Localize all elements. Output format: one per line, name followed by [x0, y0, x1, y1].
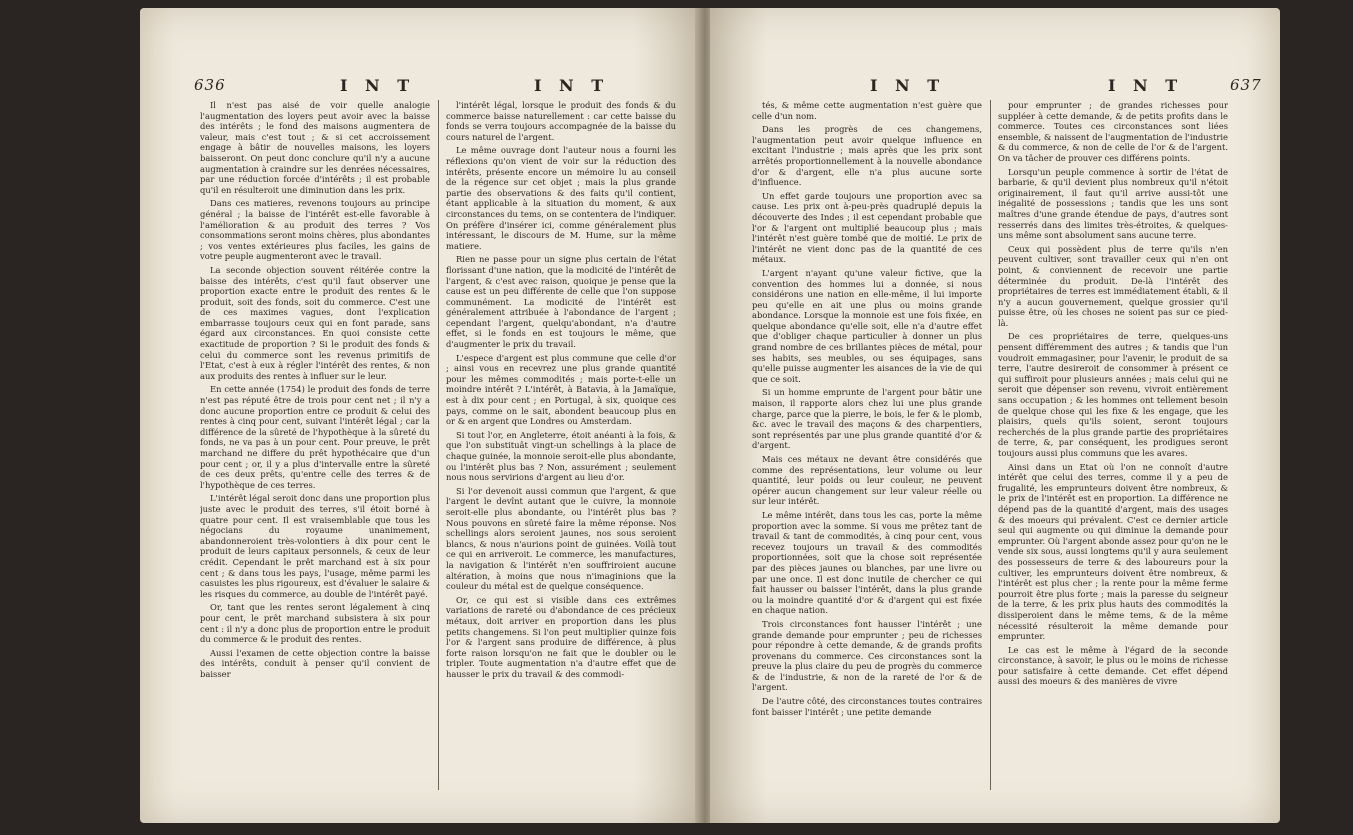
paragraph: Mais ces métaux ne devant être considérés que comme des représentations, leur volume ou leur quantité, leur poids ou leur couleur, ne peuvent opérer aucun changement sur leur valeur réelle ou sur leur intérêt. — [752, 454, 982, 507]
running-head: I N T — [534, 76, 610, 95]
paragraph: Il n'est pas aisé de voir quelle analogie l'augmentation des loyers peut avoir avec la baisse des intérêts ; le fond des maisons augmentera de valeur, mais c'est tout ; & si cet accroissement engage à bâtir de nouvelles maisons, les loyers baisseront. On peut donc conclure qu'il n'y a aucune augmentation à craindre sur les denrées nécessaires, par une réduction forcée d'intérêts ; il est probable qu'il en résulteroit une diminution dans les prix. — [200, 100, 430, 195]
column-rule — [990, 100, 991, 790]
page-number-left: 636 — [194, 76, 226, 94]
paragraph: Dans les progrès de ces changemens, l'augmentation peut avoir quelque influence en excitant l'industrie ; mais après que les prix sont arrêtés proportionnellement à la nouvelle abondance d'or & d'argent, elle n'a plus aucune sorte d'influence. — [752, 124, 982, 188]
paragraph: tés, & même cette augmentation n'est guère que celle d'un nom. — [752, 100, 982, 121]
paragraph: Dans ces matieres, revenons toujours au principe général ; la baisse de l'intérêt est-elle favorable à l'amélioration & au produit des terres ? Vos consommations seront moins chères, plus abondantes ; vos ventes extérieures plus faciles, les gains de votre peuple augmenteront avec le travail. — [200, 198, 430, 262]
paragraph: La seconde objection souvent réitérée contre la baisse des intérêts, c'est qu'il faut observer une proportion exacte entre le produit des rentes & le produit, soit des fonds, soit du commerce. C'est une de ces maximes vagues, dont l'explication embarrasse toujours ceux qui en font parade, sans égard aux circonstances. En quoi consiste cette exactitude de proportion ? Si le produit des fonds & celui du commerce sont les revenus primitifs de l'Etat, c'est à eux à régler l'intérêt des rentes, & non aux produits des rentes à influer sur le leur. — [200, 264, 430, 381]
text-column — [200, 100, 430, 790]
text-column — [752, 100, 982, 790]
column-rule — [438, 100, 439, 790]
running-head: I N T — [1108, 76, 1184, 95]
paragraph: Lorsqu'un peuple commence à sortir de l'état de barbarie, & qu'il devient plus nombreux qu'il n'étoit originairement, il faut qu'il arrive aussi-tôt une inégalité de possessions ; tandis que les uns sont maîtres d'une grande étendue de pays, d'autres sont resserrés dans des limites très-étroites, & quelques-uns même sont absolument sans aucune terre. — [998, 166, 1228, 241]
paragraph: Si un homme emprunte de l'argent pour bâtir une maison, il rapporte alors chez lui une plus grande charge, parce que la pierre, le bois, le fer & le plomb, &c. avec le travail des maçons & des charpentiers, sont représentés par une plus grande quantité d'or & d'argent. — [752, 387, 982, 451]
paragraph: De ces propriétaires de terre, quelques-uns pensent différemment des autres ; & tandis que l'un voudroit emmagasiner, pour l'avenir, le produit de sa terre, l'autre desireroit de consommer à présent ce qui suffiroit pour plusieurs années ; mais celui qui ne seroit que dépenser son revenu, vivroit entièrement sans occupation ; & les hommes ont tellement besoin de quelque chose qui les fixe & les engage, que les plaisirs, quels qu'ils soient, seront toujours recherchés de la plus grande partie des propriétaires de terre, &, par conséquent, les prodigues seront toujours aussi plus communs que les avares. — [998, 331, 1228, 458]
paragraph: pour emprunter ; de grandes richesses pour suppléer à cette demande, & de petits profits dans le commerce. Toutes ces circonstances sont liées ensemble, & naissent de l'augmentation de l'industrie & du commerce, & non de celle de l'or & de l'argent. On va tâcher de prouver ces différens points. — [998, 100, 1228, 163]
paragraph: Aussi l'examen de cette objection contre la baisse des intérêts, conduit à penser qu'il convient de baisser — [200, 647, 430, 679]
paragraph: Rien ne passe pour un signe plus certain de l'état florissant d'une nation, que la modicité de l'intérêt de l'argent, & c'est avec raison, quoique je pense que la cause est un peu différente de celle que l'on suppose communément. La modicité de l'intérêt est généralement attribuée à l'abondance de l'argent ; cependant l'argent, quelqu'abondant, n'a d'autre effet, si le fonds en est toujours le même, que d'augmenter le prix du travail. — [446, 254, 676, 350]
paragraph: l'intérêt légal, lorsque le produit des fonds & du commerce baisse naturellement : car cette baisse du fonds se verra toujours accompagnée de la baisse du cours naturel de l'argent. — [446, 100, 676, 142]
text-column — [998, 100, 1228, 790]
running-head: I N T — [340, 76, 416, 95]
paragraph: Le cas est le même à l'égard de la seconde circonstance, à savoir, le plus ou le moins de richesse pour satisfaire à cette demande. Cet effet dépend aussi des moeurs & des manières de vivre — [998, 644, 1228, 687]
text-column — [446, 100, 676, 790]
open-book — [140, 0, 1280, 835]
paragraph: De l'autre côté, des circonstances toutes contraires font baisser l'intérêt ; une petite demande — [752, 696, 982, 717]
left-page — [140, 8, 700, 823]
running-head: I N T — [870, 76, 946, 95]
paragraph: L'argent n'ayant qu'une valeur fictive, que la convention des hommes lui a donnée, si nous considérons une nation en elle-même, il lui importe peu qu'elle en ait une plus ou moins grande abondance. Lorsque la monnoie est une fois fixée, en quelque abondance qu'elle soit, elle n'a d'autre effet que d'obliger chaque particulier à donner un plus grand nombre de ces brillantes pièces de métal, pour ses habits, ses meubles, ou ses équipages, sans qu'elle puisse augmenter les aisances de la vie de qui que ce soit. — [752, 267, 982, 384]
page-number-right: 637 — [1230, 76, 1262, 94]
paragraph: L'espece d'argent est plus commune que celle d'or ; ainsi vous en recevrez une plus grande quantité pour les mêmes commodités ; mais porte-t-elle un moindre intérêt ? L'intérêt, à Batavia, à la Jamaïque, est à dix pour cent ; en Portugal, à six, quoique ces pays, comme on le sait, abondent beaucoup plus en or & en argent que Londres ou Amsterdam. — [446, 352, 676, 427]
paragraph: Si l'or devenoit aussi commun que l'argent, & que l'argent le devînt autant que le cuivre, la monnoie seroit-elle plus abondante, ou l'intérêt plus bas ? Nous pouvons en sûreté faire la même réponse. Nos schellings alors seroient jaunes, nos sous seroient blancs, & nous n'aurions point de guinées. Voilà tout ce qui en arriveroit. Le commerce, les manufactures, la navigation & l'intérêt n'en souffriroient aucune altération, à moins que nous n'imaginions que la couleur du métal est de quelque conséquence. — [446, 485, 676, 592]
paragraph: Si tout l'or, en Angleterre, étoit anéanti à la fois, & que l'on substituât vingt-un schellings à la place de chaque guinée, la monnoie seroit-elle plus abondante, ou l'intérêt plus bas ? Non, assurément ; seulement nous nous servirions d'argent au lieu d'or. — [446, 429, 676, 483]
paragraph: En cette année (1754) le produit des fonds de terre n'est pas réputé être de trois pour cent net ; il n'y a donc aucune proportion entre ce produit & celui des rentes à cinq pour cent, suivant l'intérêt légal ; car la différence de la sûreté de l'hypothèque à la sûreté du fonds, ne va pas à un pour cent. Pour preuve, le prêt marchand ne differe du prêt hypothécaire que d'un pour cent ; or, il y a plus d'intervalle entre la sûreté de ces deux prêts, qu'entre celle des terres & de l'hypothèque de ces terres. — [200, 384, 430, 490]
right-page — [710, 8, 1280, 823]
paragraph: Le même ouvrage dont l'auteur nous a fourni les réflexions qu'on vient de voir sur la réduction des intérêts, présente encore un mémoire lu au conseil de la régence sur cet objet ; mais la plus grande partie des observations & des faits qu'il contient, étant applicable à la situation du moment, & aux circonstances du tems, on se contentera de l'indiquer. On préfère d'insérer ici, comme généralement plus intéressant, le discours de M. Hume, sur la même matiere. — [446, 145, 676, 251]
paragraph: Trois circonstances font hausser l'intérêt ; une grande demande pour emprunter ; peu de richesses pour répondre à cette demande, & de grands profits provenans du commerce. Ces circonstances sont la preuve la plus claire du peu de progrès du commerce & de l'industrie, & non de la rareté de l'or & de l'argent. — [752, 618, 982, 693]
paragraph: Or, ce qui est si visible dans ces extrêmes variations de rareté ou d'abondance de ces précieux métaux, doit arriver en proportion dans les plus petits changemens. Si l'on peut multiplier quinze fois l'or & l'argent sans produire de différence, à plus forte raison lorsqu'on ne fait que le doubler ou le tripler. Toute augmentation n'a d'autre effet que de hausser le prix du travail & des commodi- — [446, 594, 676, 679]
paragraph: Ainsi dans un Etat où l'on ne connoît d'autre intérêt que celui des terres, comme il y a peu de frugalité, les emprunteurs doivent être nombreux, & le prix de l'intérêt est en proportion. La différence ne dépend pas de la quantité d'argent, mais des usages & des moeurs qui prévalent. C'est ce dernier article seul qui augmente ou qui diminue la demande pour emprunter. Où l'argent abonde assez pour qu'on ne le vende six sous, aussi longtems qu'il y aura seulement des possesseurs de terre & des laboureurs pour la cultiver, les emprunteurs doivent être nombreux, & l'intérêt est plus cher ; la rente pour la même ferme pourroit être plus forte ; mais la paresse du seigneur de la terre, & les prix plus hauts des commodités la dissiperoient dans le même tems, & de la même nécessité résulteroit la même demande pour emprunter. — [998, 461, 1228, 642]
paragraph: Le même intérêt, dans tous les cas, porte la même proportion avec la somme. Si vous me prêtez tant de travail & tant de commodités, à cinq pour cent, vous recevez toujours un travail & des commodités proportionnées, soit que la chose soit représentée par des pièces jaunes ou blanches, par une livre ou par une once. Il est donc inutile de chercher ce qui fait hausser ou baisser l'intérêt, dans la plus grande ou la moindre quantité d'or & d'argent qui est fixée en chaque nation. — [752, 509, 982, 616]
paragraph: Or, tant que les rentes seront légalement à cinq pour cent, le prêt marchand subsistera à six pour cent : il n'y a donc plus de proportion entre le produit du commerce & le produit des rentes. — [200, 602, 430, 645]
paragraph: Un effet garde toujours une proportion avec sa cause. Les prix ont à-peu-près quadruplé depuis la découverte des Indes ; il est cependant probable que l'or & l'argent ont multiplié beaucoup plus ; mais l'intérêt n'est guère tombé que de moitié. Le prix de l'intérêt ne vient donc pas de la quantité de ces métaux. — [752, 190, 982, 265]
paragraph: L'intérêt légal seroit donc dans une proportion plus juste avec le produit des terres, s'il étoit borné à quatre pour cent. Il est vraisemblable que tous les négocians du royaume unanimement, abandonneroient très-volontiers à dix pour cent le produit de leurs capitaux personnels, & ceux de leur crédit. Cependant le prêt marchand est à six pour cent ; & dans tous les pays, l'usage, même parmi les casuistes les plus rigoureux, est d'évaluer le salaire & les risques du commerce, au double de l'intérêt payé. — [200, 493, 430, 599]
paragraph: Ceux qui possèdent plus de terre qu'ils n'en peuvent cultiver, sont travailler ceux qui n'en ont point, & conviennent de recevoir une partie déterminée du produit. De-là l'intérêt des propriétaires de terres est immédiatement établi, & il n'y a aucun gouvernement, quelque grossier qu'il puisse être, où les choses ne soient pas sur ce pied-là. — [998, 243, 1228, 328]
